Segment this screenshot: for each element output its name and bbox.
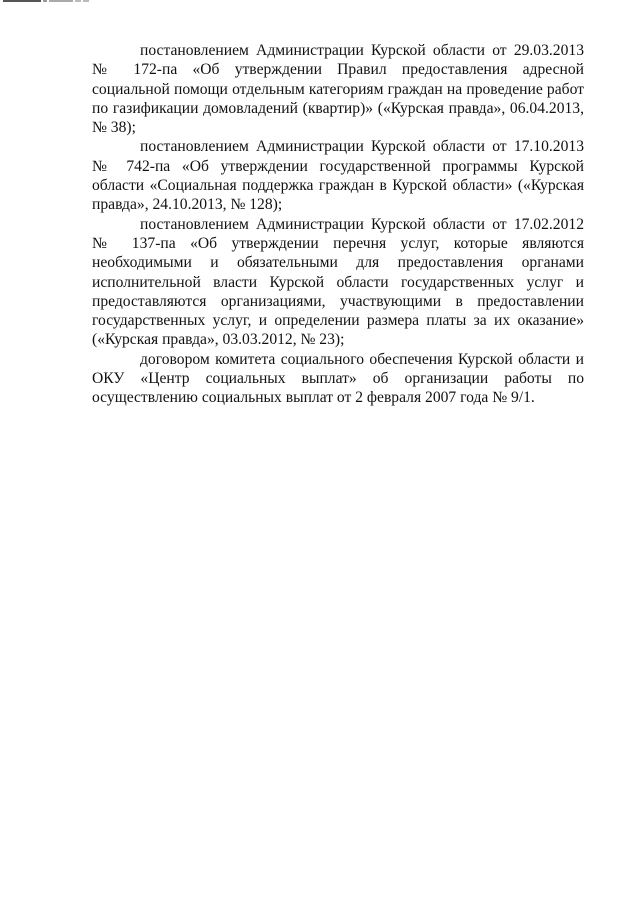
scan-artifact-segment [83,0,89,2]
document-page [92,41,584,408]
paragraph-resolution-172: постановлением Администрации Курской области от 29.03.2013 № 172-па «Об утверждении Правил предоставления адресной социальной помощи отдельным категориям граждан на проведение работ по газификации домовладений (квартир)» («Курская правда», 06.04.2013, № 38); [92,42,584,137]
scan-artifact-bar [3,0,93,2]
scan-artifact-segment [43,0,47,2]
paragraph-resolution-137: постановлением Администрации Курской области от 17.02.2012 № 137-па «Об утверждении перечня услуг, которые являются необходимыми и обязательными для предоставления органами исполнительной власти Курской области государственных услуг и предоставляются организациями, участвующими в предоставлении государственных услуг, и определении размера платы за их оказание» («Курская правда», 03.03.2012, № 23); [92,215,584,349]
paragraph-resolution-742: постановлением Администрации Курской области от 17.10.2013 № 742-па «Об утверждении государственной программы Курской области «Социальная поддержка граждан в Курской области» («Курская правда», 24.10.2013, № 128); [92,138,584,214]
scan-artifact-segment [3,0,41,2]
scan-artifact-segment [75,0,81,2]
scan-artifact-segment [49,0,73,2]
paragraph-agreement-9-1: договором комитета социального обеспечения Курской области и ОКУ «Центр социальных выплат» об организации работы по осуществлению социальных выплат от 2 февраля 2007 года № 9/1. [92,350,584,407]
